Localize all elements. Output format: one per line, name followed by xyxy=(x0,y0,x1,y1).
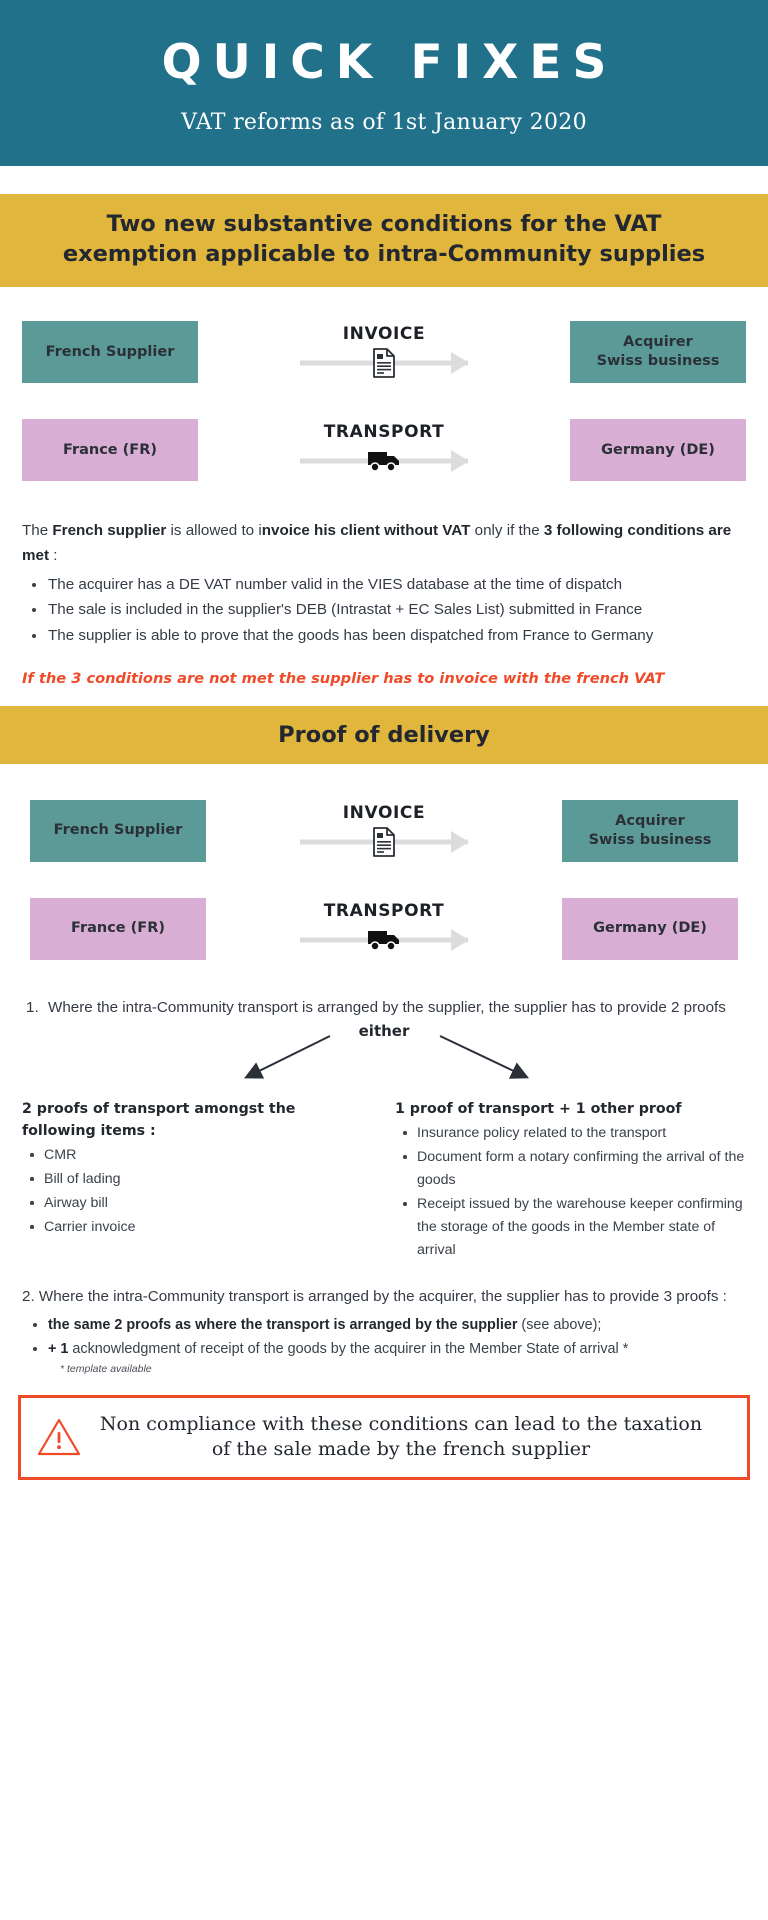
acquirer-box-2 xyxy=(562,800,738,862)
list-item: Receipt issued by the warehouse keeper confirming the storage of the goods in the Member state of arrival xyxy=(395,1193,746,1262)
transport-connector-1 xyxy=(198,422,570,478)
page-subtitle: VAT reforms as of 1st January 2020 xyxy=(181,110,587,136)
alert-line-1: Non compliance with these conditions can lead to the taxation xyxy=(99,1412,703,1435)
supplier-label: French Supplier xyxy=(45,343,175,360)
invoice-label-2: INVOICE xyxy=(342,803,426,824)
alert-message xyxy=(95,1412,731,1463)
invoice-label-1: INVOICE xyxy=(342,324,426,345)
origin-label: France (FR) xyxy=(62,441,158,458)
intro-paragraph xyxy=(22,519,746,568)
invoice-connector-2 xyxy=(206,803,562,859)
proof-step-2: 2. Where the intra-Community transport is arranged by the acquirer, the supplier has to provide 3 proofs : xyxy=(22,1288,727,1306)
arrow-head xyxy=(451,929,469,951)
invoice-connector-1 xyxy=(198,324,570,380)
proof-option-right xyxy=(395,1098,746,1263)
acquirer-label-line2: Swiss business xyxy=(588,832,712,849)
list-item: Carrier invoice xyxy=(22,1216,373,1239)
truck-icon xyxy=(367,450,401,472)
document-icon xyxy=(372,348,396,378)
acquirer-box-1 xyxy=(570,321,746,383)
arrow-head xyxy=(451,831,469,853)
invoice-flow-row-2 xyxy=(30,800,738,862)
compliance-alert xyxy=(18,1395,750,1480)
invoice-arrow-1 xyxy=(300,346,468,380)
left-column-heading: 2 proofs of transport amongst the following items : xyxy=(22,1101,296,1140)
section-2-banner: Proof of delivery xyxy=(0,706,768,764)
right-column-heading: 1 proof of transport + 1 other proof xyxy=(395,1101,682,1118)
acquirer-label-line2: Swiss business xyxy=(596,353,720,370)
list-item: The acquirer has a DE VAT number valid in the VIES database at the time of dispatch xyxy=(22,573,746,598)
proof-text-1: (see above); xyxy=(517,1317,602,1334)
transport-label-1: TRANSPORT xyxy=(323,422,445,443)
conditions-list xyxy=(22,573,746,649)
transport-connector-2 xyxy=(206,901,562,957)
flow-diagram-1 xyxy=(0,321,768,481)
list-item: CMR xyxy=(22,1144,373,1167)
transport-flow-row-1 xyxy=(22,419,746,481)
step-text-1: Where the intra-Community transport is arranged by the supplier, the supplier has to provide 2 proofs xyxy=(48,999,726,1017)
hero-header xyxy=(0,0,768,166)
invoice-flow-row-1 xyxy=(22,321,746,383)
transport-flow-row-2 xyxy=(30,898,738,960)
left-column-list xyxy=(22,1144,373,1239)
origin-box-1 xyxy=(22,419,198,481)
proof-step-2-list xyxy=(0,1314,768,1361)
list-item: Document form a notary confirming the arrival of the goods xyxy=(395,1146,746,1192)
template-footnote: * template available xyxy=(60,1362,152,1375)
destination-box-1 xyxy=(570,419,746,481)
truck-icon xyxy=(367,929,401,951)
list-item: Insurance policy related to the transport xyxy=(395,1122,746,1145)
intro-bold-1: French supplier xyxy=(52,522,167,540)
arrow-head xyxy=(451,450,469,472)
list-item xyxy=(22,996,746,1020)
list-item xyxy=(22,1314,746,1336)
intro-text-4: : xyxy=(49,547,58,564)
destination-label: Germany (DE) xyxy=(593,920,707,937)
proof-option-left xyxy=(22,1098,373,1263)
origin-label: France (FR) xyxy=(70,920,166,937)
proof-bold-2: + 1 xyxy=(48,1341,69,1358)
destination-box-2 xyxy=(562,898,738,960)
intro-text-1: The xyxy=(22,522,53,540)
section-1-body xyxy=(0,519,768,690)
destination-label: Germany (DE) xyxy=(601,441,715,458)
right-column-list xyxy=(395,1122,746,1262)
intro-bold-2: nvoice his client without VAT xyxy=(261,522,471,540)
transport-arrow-1 xyxy=(300,444,468,478)
warning-triangle-icon xyxy=(37,1417,81,1457)
supplier-label: French Supplier xyxy=(53,822,183,839)
acquirer-label-line1: Acquirer xyxy=(623,333,693,350)
flow-diagram-2 xyxy=(0,800,768,960)
arrow-head xyxy=(451,352,469,374)
invoice-arrow-2 xyxy=(300,825,468,859)
branch-arrows xyxy=(0,1022,768,1096)
proof-bold-1: the same 2 proofs as where the transport is arranged by the supplier xyxy=(48,1317,518,1334)
proof-step-1 xyxy=(0,996,768,1020)
transport-arrow-2 xyxy=(300,923,468,957)
supplier-box-1 xyxy=(22,321,198,383)
either-branch xyxy=(0,1022,768,1096)
intro-text-2: is allowed to i xyxy=(166,522,262,540)
list-item: Airway bill xyxy=(22,1192,373,1215)
proof-text-2: acknowledgment of receipt of the goods by the acquirer in the Member State of arrival * xyxy=(68,1341,629,1358)
intro-text-3: only if the xyxy=(470,522,544,540)
supplier-box-2 xyxy=(30,800,206,862)
page-title: QUICK FIXES xyxy=(161,34,618,90)
list-item: The supplier is able to prove that the goods has been dispatched from France to Germany xyxy=(22,624,746,649)
section-1-warning: If the 3 conditions are not met the supplier has to invoice with the french VAT xyxy=(22,669,665,687)
proof-options xyxy=(0,1098,768,1263)
intro-bold-3: 3 following conditions are met xyxy=(22,522,732,564)
section-1-banner: Two new substantive conditions for the VAT exemption applicable to intra-Community supplies xyxy=(0,194,768,287)
list-item: Bill of lading xyxy=(22,1168,373,1191)
transport-label-2: TRANSPORT xyxy=(323,901,445,922)
origin-box-2 xyxy=(30,898,206,960)
step-marker-1: 1. xyxy=(26,999,39,1017)
list-item xyxy=(22,1338,746,1360)
acquirer-label-line1: Acquirer xyxy=(615,812,685,829)
document-icon xyxy=(372,827,396,857)
list-item: The sale is included in the supplier's DEB (Intrastat + EC Sales List) submitted in France xyxy=(22,598,746,623)
alert-line-2: of the sale made by the french supplier xyxy=(211,1438,591,1461)
either-label: either xyxy=(358,1022,410,1041)
